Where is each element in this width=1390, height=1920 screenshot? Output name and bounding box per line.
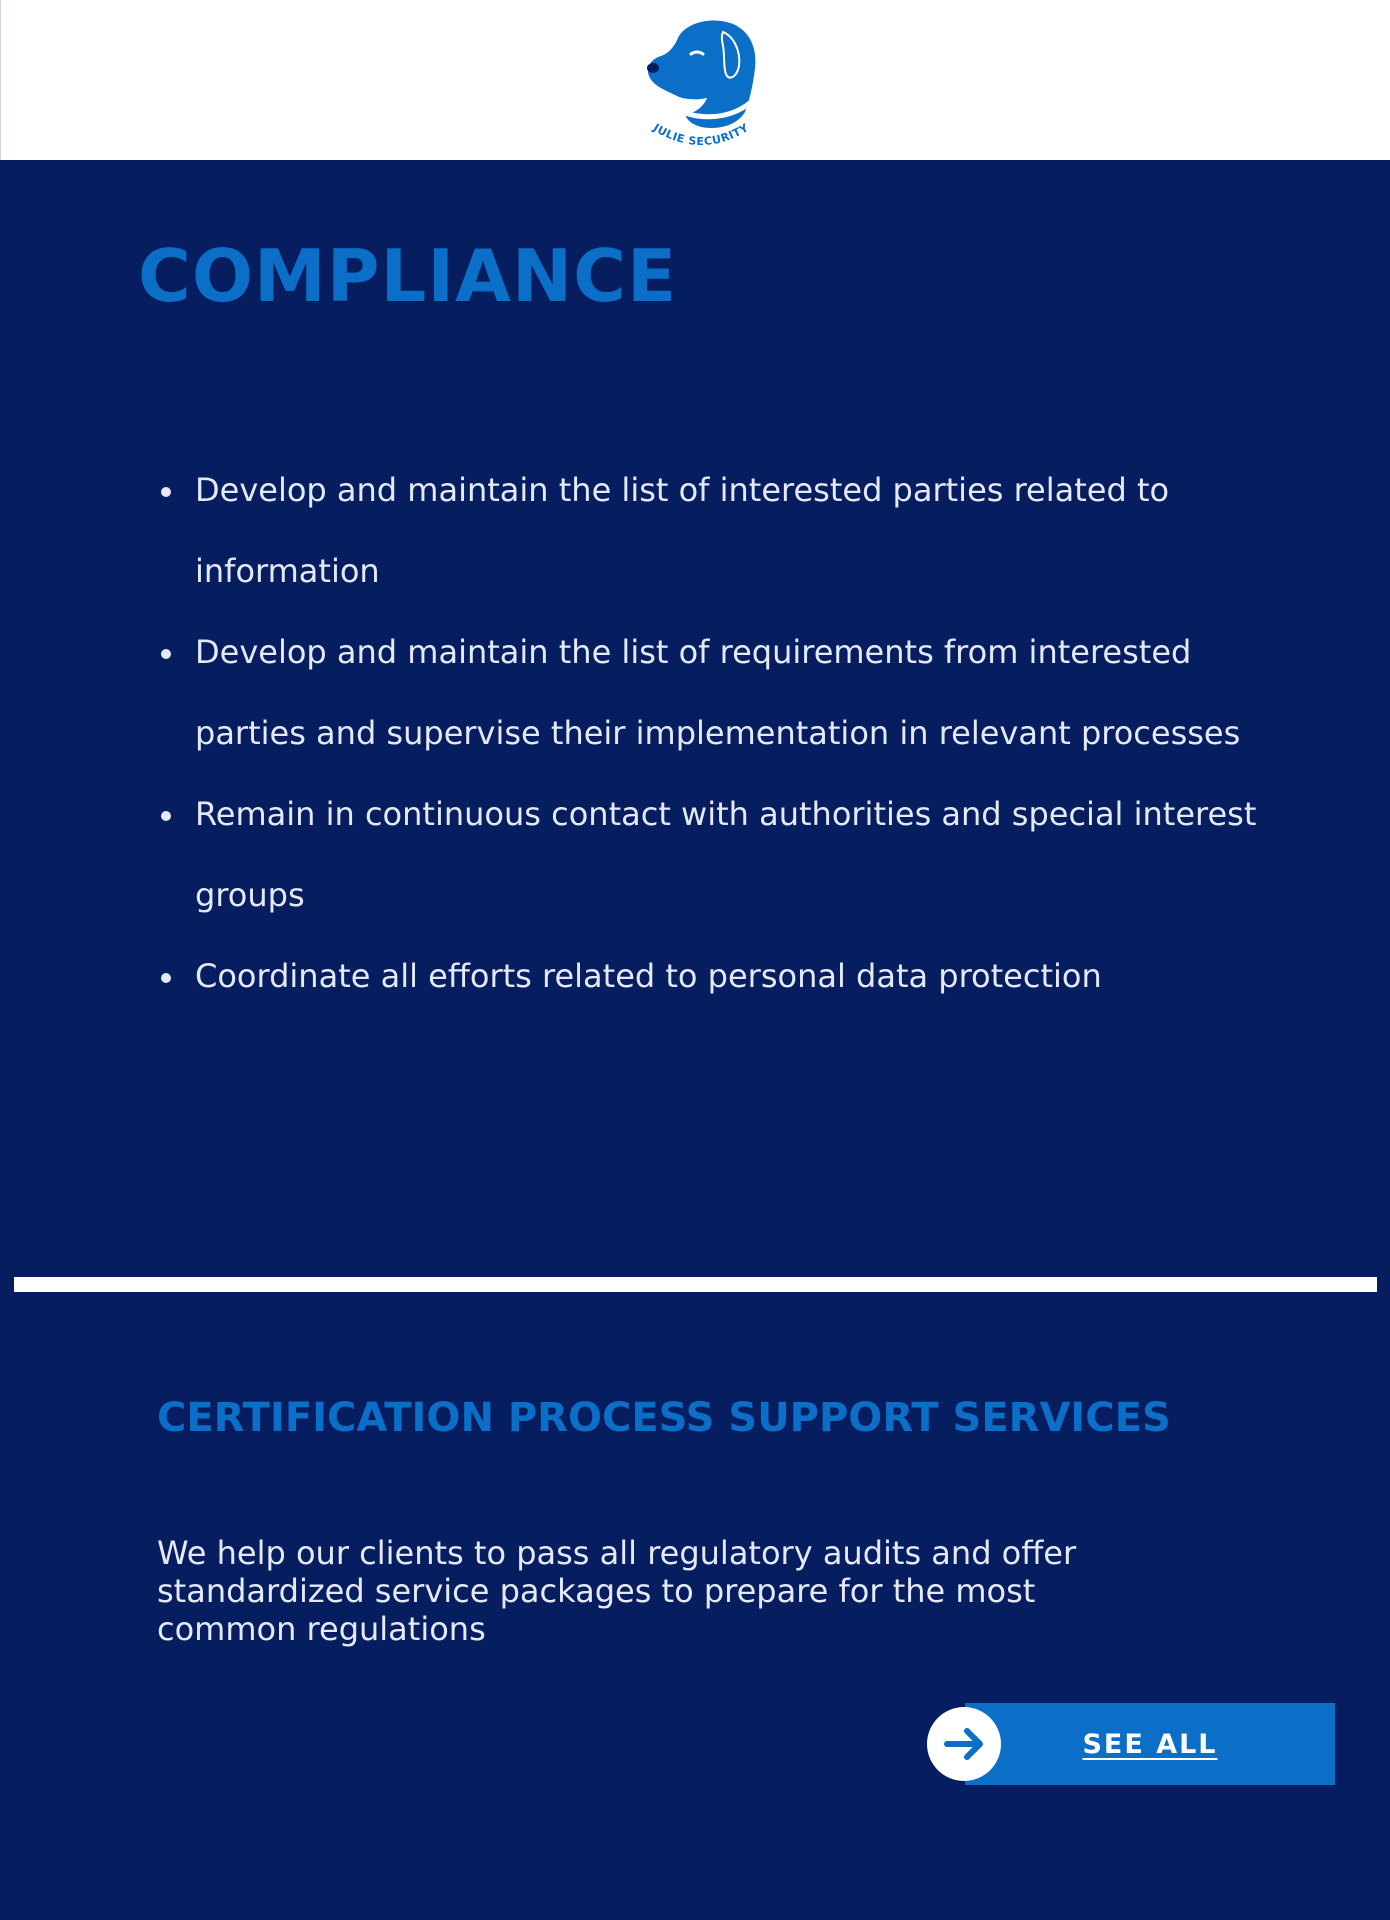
- list-item: Remain in continuous contact with authorities and special interest groups: [160, 774, 1290, 936]
- list-item: Develop and maintain the list of requirements from interested parties and supervise their implementation in relevant processes: [160, 612, 1290, 774]
- section-description: We help our clients to pass all regulatory audits and offer standardized service packages to prepare for the most common regulations: [157, 1534, 1077, 1648]
- page-title: COMPLIANCE: [138, 234, 678, 318]
- dog-head-icon: [631, 10, 771, 160]
- main-content: [0, 160, 1390, 1920]
- site-header: [0, 0, 1390, 160]
- list-item: Develop and maintain the list of interested parties related to information: [160, 450, 1290, 612]
- see-all-label: SEE ALL: [1082, 1728, 1218, 1760]
- see-all-button[interactable]: [927, 1703, 1335, 1785]
- compliance-list: [160, 450, 1290, 1017]
- site-logo[interactable]: [631, 10, 771, 160]
- section-title: CERTIFICATION PROCESS SUPPORT SERVICES: [157, 1395, 1171, 1441]
- list-item: Coordinate all efforts related to personal data protection: [160, 936, 1290, 1017]
- logo-text: JULIE SECURITY: [650, 121, 751, 149]
- section-divider: [14, 1277, 1377, 1292]
